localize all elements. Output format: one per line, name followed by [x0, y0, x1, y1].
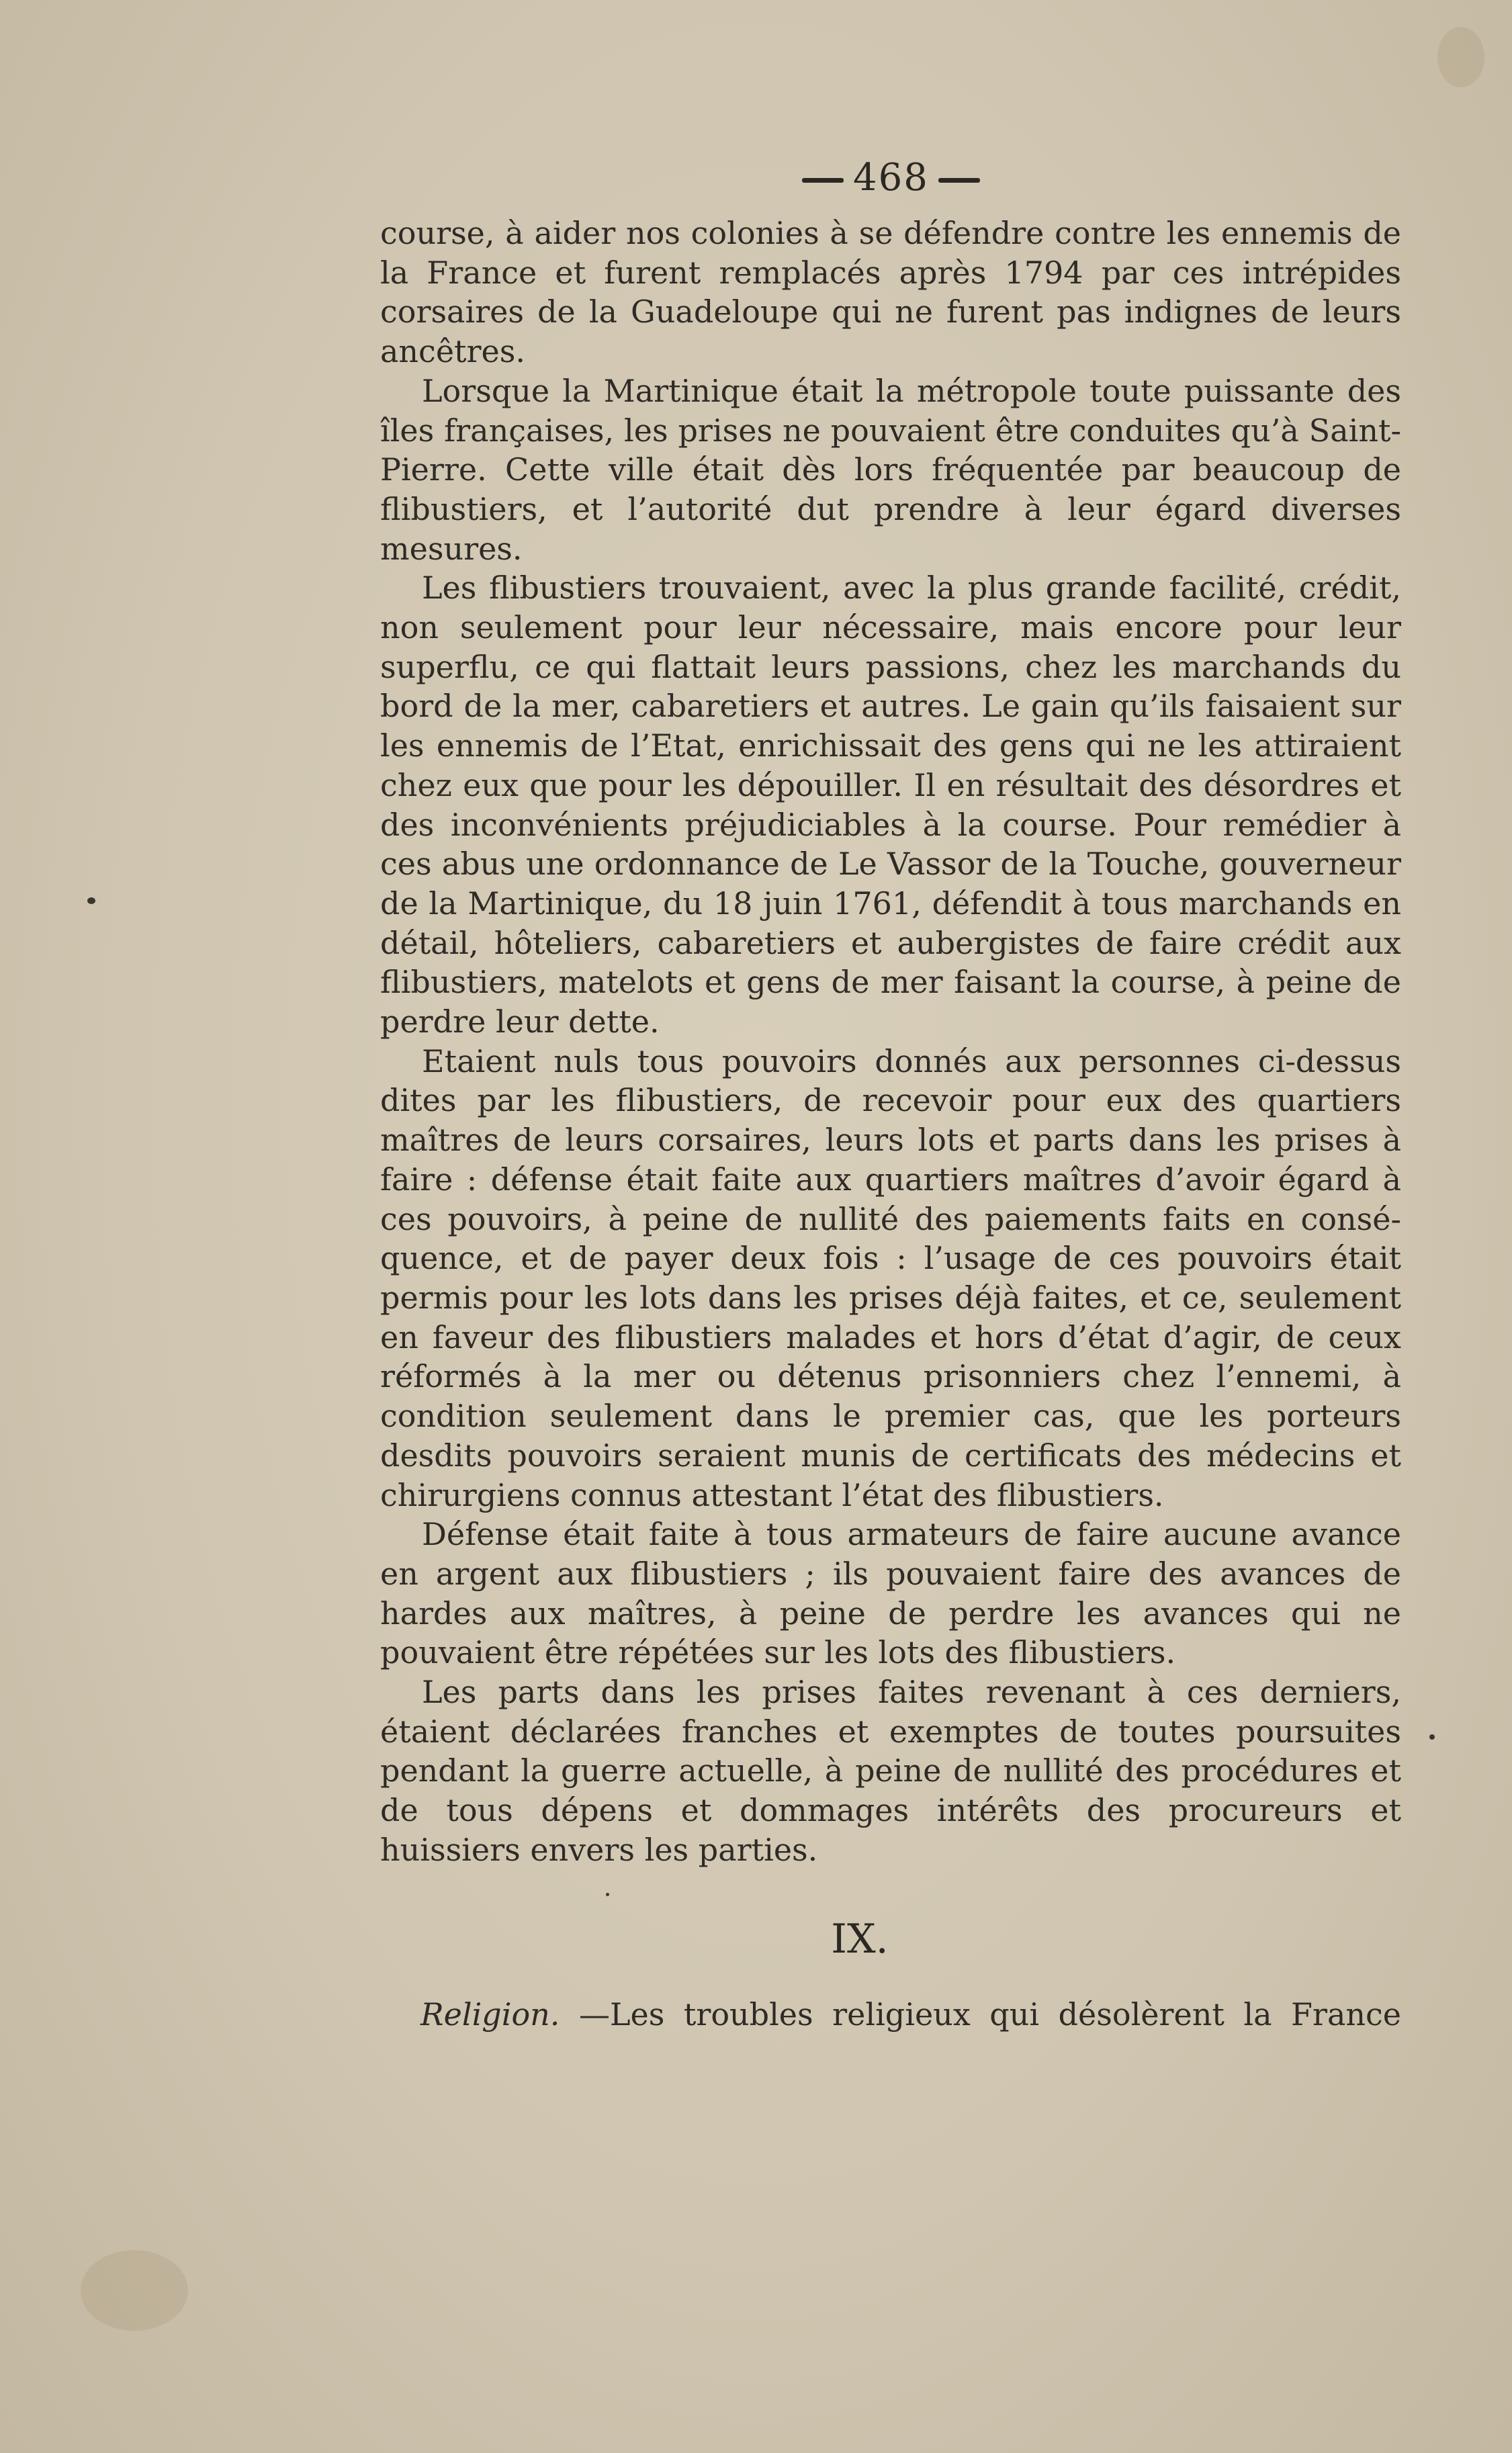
section-intro: [420, 1996, 1401, 2033]
page-number-dash-right: [938, 178, 980, 183]
paragraph: Les parts dans les prises faites revenant à ces derniers, étaient déclarées franches et exemptes de toutes poursuites pendant la guerre actuelle, à peine de nullité des procédures et de tous dépens et dommages intérêts des procureurs et huissiers envers les parties.: [380, 1674, 1401, 1868]
page-number-dash-left: [802, 178, 844, 183]
ink-speck: [1429, 1734, 1435, 1740]
section-text: Les troubles religieux qui désolèrent la France: [609, 1996, 1401, 2033]
paragraph: Lorsque la Martinique était la métropole toute puissante des îles françaises, les prises ne pouvaient être conduites qu’à Saint-Pierre. Cette ville était dès lors fréquentée par beaucoup de flibustiers, et l’autorité dut prendre à leur égard diverses mesures.: [380, 372, 1401, 567]
section-dash: —: [578, 1996, 610, 2033]
body-text: [380, 214, 1401, 1870]
paragraph: Etaient nuls tous pouvoirs donnés aux personnes ci-dessus dites par les flibustiers, de recevoir pour eux des quartiers maîtres de leurs corsaires, leurs lots et parts dans les prises à faire : défense était faite aux quartiers maîtres d’avoir égard à ces pouvoirs, à peine de nullité des paiements faits en conséquence, et de payer deux fois : l’usage de ces pouvoirs était permis pour les lots dans les prises déjà faites, et ce, seulement en faveur des flibustiers malades et hors d’état d’agir, de ceux réformés à la mer ou détenus prisonniers chez l’ennemi, à condition seulement dans le premier cas, que les porteurs desdits pouvoirs seraient munis de certificats des médecins et chirurgiens connus attestant l’état des flibustiers.: [380, 1042, 1401, 1513]
page-number-value: 468: [853, 156, 929, 199]
section-title: Religion.: [420, 1996, 560, 2033]
page-number: [793, 156, 989, 199]
paper-stain: [81, 2250, 188, 2331]
ink-speck: [87, 897, 95, 904]
ink-speck: [606, 1893, 609, 1896]
paper-stain: [1437, 27, 1484, 87]
paragraph: course, à aider nos colonies à se défendre contre les ennemis de la France et furent remplacés après 1794 par ces intrépides corsaires de la Guadeloupe qui ne furent pas indignes de leurs ancêtres.: [380, 215, 1401, 370]
section-heading: IX.: [831, 1916, 889, 1963]
paragraph: Les flibustiers trouvaient, avec la plus grande facilité, crédit, non seulement pour leur nécessaire, mais encore pour leur superflu, ce qui flattait leurs passions, chez les marchands du bord de la mer, cabaretiers et autres. Le gain qu’ils faisaient sur les ennemis de l’Etat, enrichissait des gens qui ne les attiraient chez eux que pour les dépouiller. Il en résultait des désordres et des inconvénients préjudiciables à la course. Pour remédier à ces abus une ordonnance de Le Vassor de la Touche, gouverneur de la Martinique, du 18 juin 1761, défendit à tous marchands en détail, hôteliers, cabaretiers et aubergistes de faire crédit aux flibustiers, matelots et gens de mer faisant la course, à peine de perdre leur dette.: [380, 570, 1401, 1040]
paragraph: Défense était faite à tous armateurs de faire aucune avance en argent aux flibustiers ; ils pouvaient faire des avances de hardes aux maîtres, à peine de perdre les avances qui ne pouvaient être répétées sur les lots des flibustiers.: [380, 1516, 1401, 1671]
